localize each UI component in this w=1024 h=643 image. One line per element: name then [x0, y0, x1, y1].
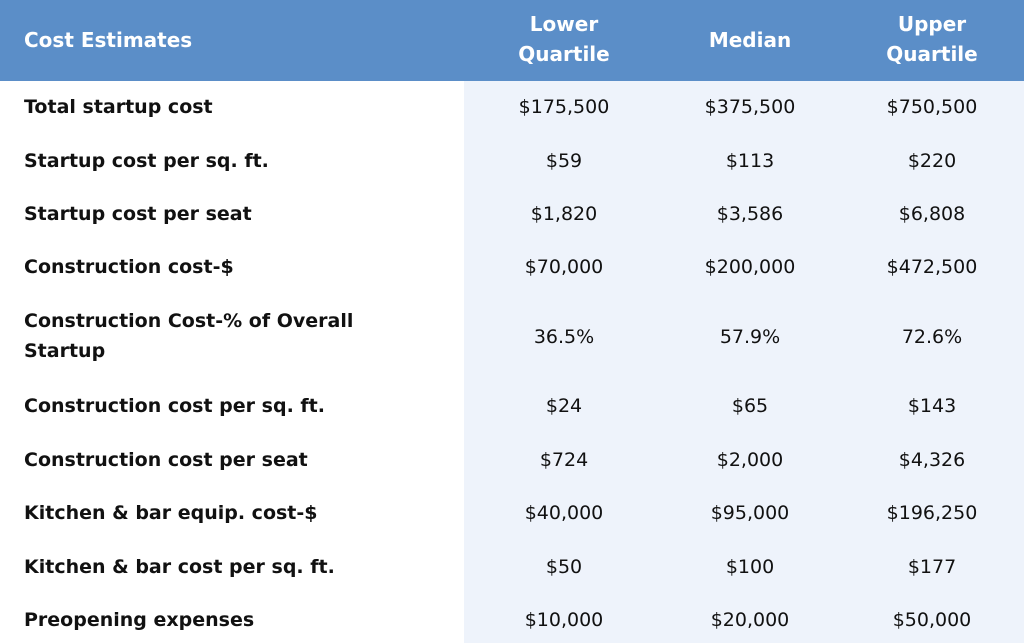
cell-lower: $175,500 [518, 96, 610, 118]
cell-median: $65 [731, 395, 769, 417]
row-label: Startup cost per sq. ft. [24, 150, 269, 172]
cell-median: $100 [725, 556, 775, 578]
row-label: Startup cost per seat [24, 203, 252, 225]
header-cost-estimates: Cost Estimates [24, 28, 193, 52]
table-row [0, 199, 1024, 231]
header-lower-line1: Lower [529, 12, 599, 36]
cell-lower: $50 [545, 556, 583, 578]
cell-lower: $40,000 [524, 502, 604, 524]
header-median: Median [708, 28, 792, 52]
cell-upper: $750,500 [886, 96, 978, 118]
table-row [0, 445, 1024, 477]
cell-upper: $220 [907, 150, 957, 172]
table-row [0, 391, 1024, 423]
cell-upper: 72.6% [901, 326, 963, 348]
table-header [0, 0, 1024, 81]
table-row [0, 146, 1024, 178]
cell-median: $95,000 [710, 502, 790, 524]
cell-upper: $143 [907, 395, 957, 417]
cell-lower: $10,000 [524, 609, 604, 631]
row-label: Kitchen & bar cost per sq. ft. [24, 556, 335, 578]
cell-lower: 36.5% [533, 326, 595, 348]
row-label-line1: Construction Cost-% of Overall [24, 310, 354, 332]
cell-lower: $24 [545, 395, 583, 417]
table-row [0, 498, 1024, 530]
cell-median: $200,000 [704, 256, 796, 278]
cell-upper: $50,000 [892, 609, 972, 631]
row-label: Kitchen & bar equip. cost-$ [24, 502, 318, 524]
cell-upper: $472,500 [886, 256, 978, 278]
row-label [24, 306, 353, 366]
header-upper-line2: Quartile [886, 42, 978, 66]
cell-median: $375,500 [704, 96, 796, 118]
cell-lower: $724 [539, 449, 589, 471]
cell-upper: $196,250 [886, 502, 978, 524]
cell-upper: $6,808 [898, 203, 966, 225]
cell-upper: $4,326 [898, 449, 966, 471]
header-upper-quartile [842, 9, 1022, 69]
row-label: Total startup cost [24, 96, 213, 118]
cell-median: $113 [725, 150, 775, 172]
row-label-line2: Startup [24, 340, 106, 362]
row-label: Construction cost per seat [24, 449, 308, 471]
table-row [0, 552, 1024, 584]
cell-lower: $1,820 [530, 203, 598, 225]
header-lower-quartile [474, 9, 654, 69]
cell-lower: $70,000 [524, 256, 604, 278]
row-label: Preopening expenses [24, 609, 255, 631]
table-row [0, 306, 1024, 370]
cell-median: $3,586 [716, 203, 784, 225]
row-label: Construction cost-$ [24, 256, 234, 278]
table-row [0, 92, 1024, 124]
cell-upper: $177 [907, 556, 957, 578]
table-row [0, 605, 1024, 637]
cell-lower: $59 [545, 150, 583, 172]
header-upper-line1: Upper [897, 12, 967, 36]
row-label: Construction cost per sq. ft. [24, 395, 325, 417]
header-lower-line2: Quartile [518, 42, 610, 66]
cell-median: $2,000 [716, 449, 784, 471]
cell-median: $20,000 [710, 609, 790, 631]
cell-median: 57.9% [719, 326, 781, 348]
table-row [0, 252, 1024, 284]
